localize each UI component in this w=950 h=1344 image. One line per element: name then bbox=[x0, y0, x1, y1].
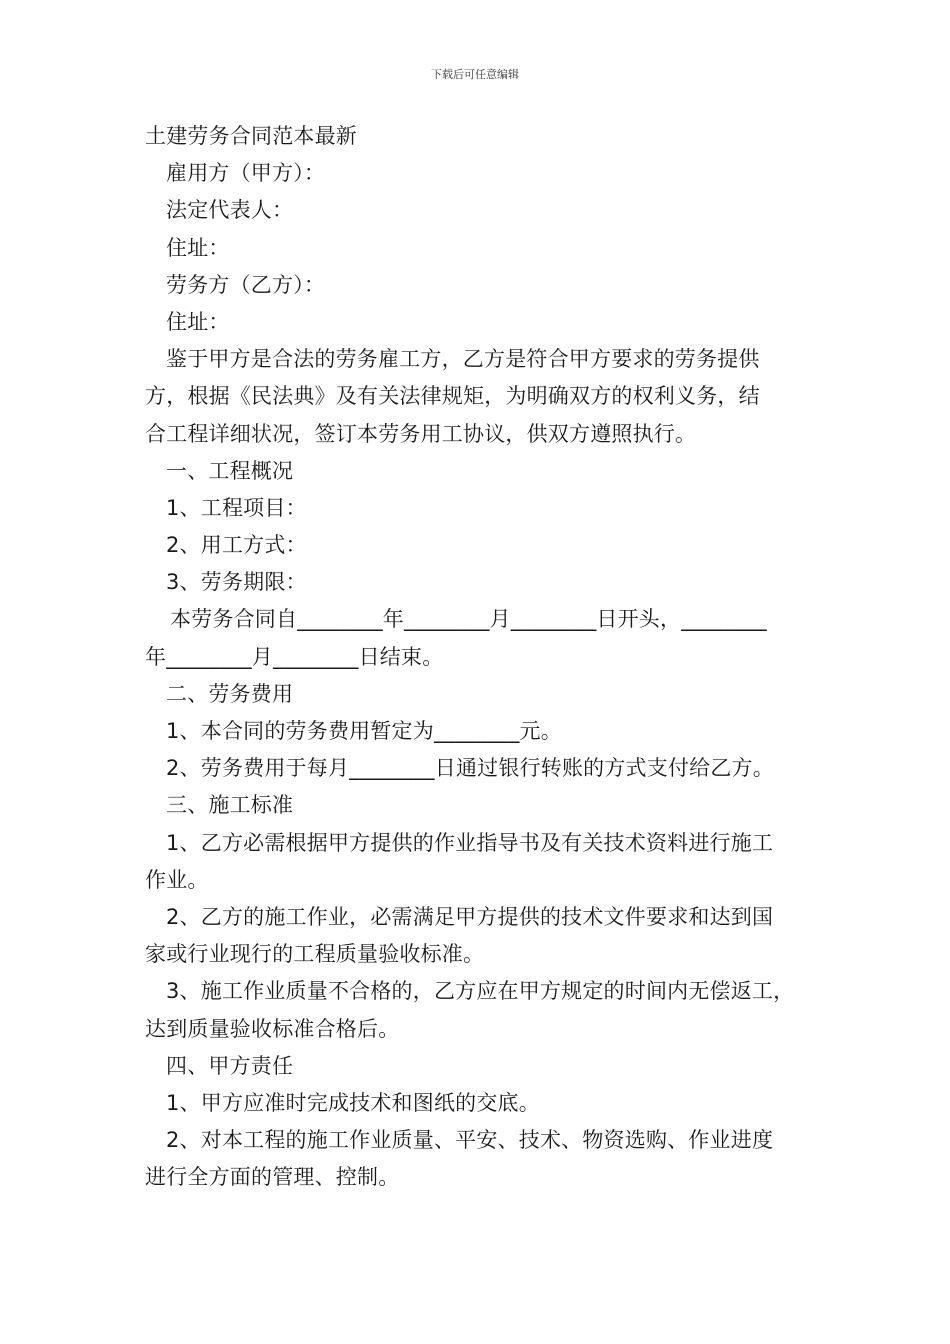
standard-3-line-1: 3、施工作业质量不合格的，乙方应在甲方规定的时间内无偿返工， bbox=[166, 979, 795, 1004]
section-heading-party-a-duties: 四、甲方责任 bbox=[166, 1053, 294, 1078]
labor-term: 3、劳务期限： bbox=[166, 570, 307, 595]
standard-2-line-1: 2、乙方的施工作业，必需满足甲方提供的技术文件要求和达到国 bbox=[166, 904, 774, 929]
preamble-line-1: 鉴于甲方是合法的劳务雇工方，乙方是符合甲方要求的劳务提供 bbox=[166, 347, 760, 372]
standard-2-line-2: 家或行业现行的工程质量验收标准。 bbox=[145, 942, 485, 967]
party-a-label: 雇用方（甲方）： bbox=[166, 161, 326, 186]
section-heading-project: 一、工程概况 bbox=[166, 458, 294, 483]
employment-method: 2、用工方式： bbox=[166, 533, 307, 558]
duty-2-line-2: 进行全方面的管理、控制。 bbox=[145, 1165, 400, 1190]
document-title: 土建劳务合同范本最新 bbox=[145, 124, 357, 148]
fee-amount: 1、本合同的劳务费用暂定为________元。 bbox=[166, 719, 562, 743]
section-heading-standards: 三、施工标准 bbox=[166, 793, 294, 818]
party-b-label: 劳务方（乙方）： bbox=[166, 272, 326, 297]
legal-representative-label: 法定代表人： bbox=[166, 198, 294, 223]
standard-1-line-1: 1、乙方必需根据甲方提供的作业指导书及有关技术资料进行施工 bbox=[166, 830, 774, 855]
document-body bbox=[145, 118, 810, 1196]
project-item: 1、工程项目： bbox=[166, 495, 307, 520]
term-dates-line-1: 本劳务合同自________年________月________日开头，________ bbox=[170, 607, 767, 632]
page-header-note: 下载后可任意编辑 bbox=[431, 68, 519, 81]
standard-1-line-2: 作业。 bbox=[145, 867, 209, 892]
term-dates-line-2: 年________月________日结束。 bbox=[145, 644, 444, 669]
party-a-address-label: 住址： bbox=[166, 235, 230, 260]
party-b-address-label: 住址： bbox=[166, 309, 230, 334]
standard-3-line-2: 达到质量验收标准合格后。 bbox=[145, 1016, 400, 1041]
section-heading-fees: 二、劳务费用 bbox=[166, 681, 294, 706]
preamble-line-3: 合工程详细状况，签订本劳务用工协议，供双方遵照执行。 bbox=[145, 421, 697, 446]
duty-2-line-1: 2、对本工程的施工作业质量、平安、技术、物资选购、作业进度 bbox=[166, 1128, 774, 1153]
duty-1: 1、甲方应准时完成技术和图纸的交底。 bbox=[166, 1090, 540, 1115]
fee-payment: 2、劳务费用于每月________日通过银行转账的方式支付给乙方。 bbox=[166, 756, 774, 781]
preamble-line-2: 方，根据《民法典》及有关法律规矩，为明确双方的权利义务，结 bbox=[145, 384, 760, 409]
